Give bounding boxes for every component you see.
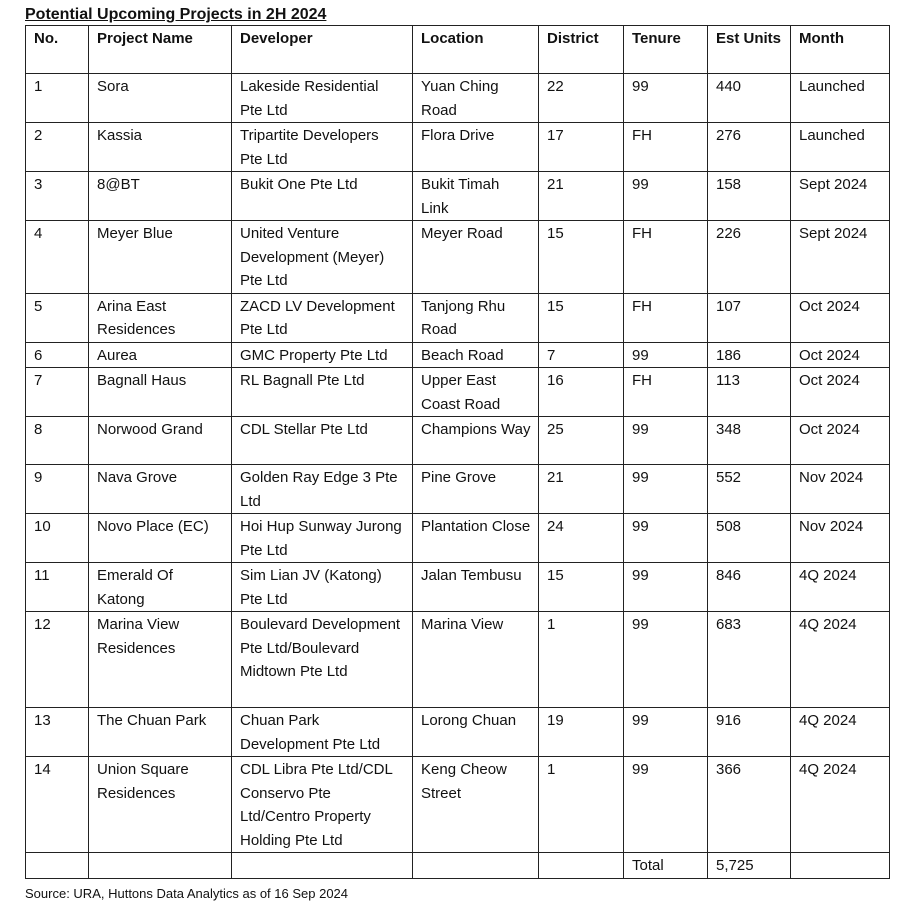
cell-location: Keng Cheow Street xyxy=(413,757,539,853)
table-row xyxy=(26,293,890,342)
table-row xyxy=(26,221,890,294)
total-label: Total xyxy=(624,853,708,879)
cell-no: 5 xyxy=(26,293,89,342)
cell-district: 21 xyxy=(539,465,624,514)
table-row xyxy=(26,757,890,853)
header-location: Location xyxy=(413,26,539,74)
cell-developer: Lakeside Residential Pte Ltd xyxy=(232,74,413,123)
cell-month: Oct 2024 xyxy=(791,293,890,342)
cell-developer: Tripartite Developers Pte Ltd xyxy=(232,123,413,172)
table-row xyxy=(26,342,890,368)
cell-project-name: Meyer Blue xyxy=(89,221,232,294)
cell-tenure: 99 xyxy=(624,612,708,708)
cell-est-units: 158 xyxy=(708,172,791,221)
cell-no: 6 xyxy=(26,342,89,368)
cell-location: Bukit Timah Link xyxy=(413,172,539,221)
cell-est-units: 113 xyxy=(708,368,791,417)
cell-district: 1 xyxy=(539,757,624,853)
cell-est-units: 366 xyxy=(708,757,791,853)
cell-est-units: 508 xyxy=(708,514,791,563)
cell-month: Nov 2024 xyxy=(791,514,890,563)
total-empty-cell xyxy=(791,853,890,879)
cell-month: Nov 2024 xyxy=(791,465,890,514)
header-district: District xyxy=(539,26,624,74)
projects-table xyxy=(25,25,890,879)
cell-month: 4Q 2024 xyxy=(791,612,890,708)
cell-no: 3 xyxy=(26,172,89,221)
cell-developer: GMC Property Pte Ltd xyxy=(232,342,413,368)
cell-tenure: 99 xyxy=(624,172,708,221)
cell-district: 16 xyxy=(539,368,624,417)
header-est-units: Est Units xyxy=(708,26,791,74)
cell-developer: Boulevard Development Pte Ltd/Boulevard Midtown Pte Ltd xyxy=(232,612,413,708)
table-row xyxy=(26,417,890,465)
table-row xyxy=(26,172,890,221)
cell-tenure: 99 xyxy=(624,417,708,465)
table-row xyxy=(26,123,890,172)
cell-est-units: 186 xyxy=(708,342,791,368)
cell-developer: Sim Lian JV (Katong) Pte Ltd xyxy=(232,563,413,612)
cell-no: 7 xyxy=(26,368,89,417)
cell-est-units: 916 xyxy=(708,708,791,757)
cell-location: Plantation Close xyxy=(413,514,539,563)
cell-district: 21 xyxy=(539,172,624,221)
cell-month: Oct 2024 xyxy=(791,417,890,465)
cell-project-name: Bagnall Haus xyxy=(89,368,232,417)
cell-location: Pine Grove xyxy=(413,465,539,514)
cell-est-units: 846 xyxy=(708,563,791,612)
cell-est-units: 440 xyxy=(708,74,791,123)
cell-project-name: Arina East Residences xyxy=(89,293,232,342)
total-empty-cell xyxy=(539,853,624,879)
cell-developer: Bukit One Pte Ltd xyxy=(232,172,413,221)
cell-location: Meyer Road xyxy=(413,221,539,294)
cell-developer: Hoi Hup Sunway Jurong Pte Ltd xyxy=(232,514,413,563)
cell-project-name: Norwood Grand xyxy=(89,417,232,465)
header-no: No. xyxy=(26,26,89,74)
table-row xyxy=(26,465,890,514)
cell-no: 2 xyxy=(26,123,89,172)
cell-project-name: Novo Place (EC) xyxy=(89,514,232,563)
cell-no: 9 xyxy=(26,465,89,514)
cell-month: Launched xyxy=(791,123,890,172)
total-units: 5,725 xyxy=(708,853,791,879)
cell-tenure: FH xyxy=(624,123,708,172)
cell-no: 14 xyxy=(26,757,89,853)
cell-location: Yuan Ching Road xyxy=(413,74,539,123)
cell-no: 10 xyxy=(26,514,89,563)
cell-project-name: Union Square Residences xyxy=(89,757,232,853)
cell-tenure: 99 xyxy=(624,342,708,368)
cell-month: Sept 2024 xyxy=(791,172,890,221)
cell-location: Beach Road xyxy=(413,342,539,368)
cell-district: 24 xyxy=(539,514,624,563)
table-row xyxy=(26,514,890,563)
cell-no: 11 xyxy=(26,563,89,612)
cell-tenure: 99 xyxy=(624,74,708,123)
source-note: Source: URA, Huttons Data Analytics as of 16 Sep 2024 xyxy=(25,886,349,901)
total-empty-cell xyxy=(413,853,539,879)
cell-developer: CDL Libra Pte Ltd/CDL Conservo Pte Ltd/Centro Property Holding Pte Ltd xyxy=(232,757,413,853)
cell-month: Oct 2024 xyxy=(791,368,890,417)
table-row xyxy=(26,368,890,417)
cell-district: 15 xyxy=(539,221,624,294)
cell-district: 7 xyxy=(539,342,624,368)
cell-developer: ZACD LV Development Pte Ltd xyxy=(232,293,413,342)
cell-est-units: 683 xyxy=(708,612,791,708)
cell-month: Sept 2024 xyxy=(791,221,890,294)
header-tenure: Tenure xyxy=(624,26,708,74)
page-title: Potential Upcoming Projects in 2H 2024 xyxy=(25,6,327,23)
cell-district: 1 xyxy=(539,612,624,708)
cell-no: 4 xyxy=(26,221,89,294)
cell-tenure: 99 xyxy=(624,465,708,514)
cell-project-name: The Chuan Park xyxy=(89,708,232,757)
cell-location: Lorong Chuan xyxy=(413,708,539,757)
cell-tenure: FH xyxy=(624,221,708,294)
cell-district: 17 xyxy=(539,123,624,172)
cell-tenure: 99 xyxy=(624,708,708,757)
cell-no: 1 xyxy=(26,74,89,123)
cell-est-units: 226 xyxy=(708,221,791,294)
cell-month: 4Q 2024 xyxy=(791,708,890,757)
cell-est-units: 552 xyxy=(708,465,791,514)
cell-district: 15 xyxy=(539,563,624,612)
total-row xyxy=(26,853,890,879)
cell-project-name: Aurea xyxy=(89,342,232,368)
cell-month: 4Q 2024 xyxy=(791,757,890,853)
cell-developer: CDL Stellar Pte Ltd xyxy=(232,417,413,465)
cell-project-name: Kassia xyxy=(89,123,232,172)
header-month: Month xyxy=(791,26,890,74)
cell-location: Jalan Tembusu xyxy=(413,563,539,612)
cell-project-name: Nava Grove xyxy=(89,465,232,514)
cell-est-units: 276 xyxy=(708,123,791,172)
total-empty-cell xyxy=(89,853,232,879)
header-project-name: Project Name xyxy=(89,26,232,74)
table-row xyxy=(26,708,890,757)
cell-no: 8 xyxy=(26,417,89,465)
cell-project-name: Emerald Of Katong xyxy=(89,563,232,612)
cell-developer: United Venture Development (Meyer) Pte Ltd xyxy=(232,221,413,294)
cell-est-units: 348 xyxy=(708,417,791,465)
table-row xyxy=(26,563,890,612)
cell-district: 15 xyxy=(539,293,624,342)
cell-location: Flora Drive xyxy=(413,123,539,172)
cell-developer: RL Bagnall Pte Ltd xyxy=(232,368,413,417)
cell-tenure: 99 xyxy=(624,757,708,853)
cell-project-name: Sora xyxy=(89,74,232,123)
cell-tenure: 99 xyxy=(624,514,708,563)
cell-month: Launched xyxy=(791,74,890,123)
cell-est-units: 107 xyxy=(708,293,791,342)
cell-location: Marina View xyxy=(413,612,539,708)
cell-district: 22 xyxy=(539,74,624,123)
cell-project-name: 8@BT xyxy=(89,172,232,221)
cell-developer: Chuan Park Development Pte Ltd xyxy=(232,708,413,757)
cell-tenure: FH xyxy=(624,293,708,342)
cell-month: Oct 2024 xyxy=(791,342,890,368)
header-developer: Developer xyxy=(232,26,413,74)
cell-tenure: 99 xyxy=(624,563,708,612)
cell-no: 13 xyxy=(26,708,89,757)
cell-district: 19 xyxy=(539,708,624,757)
cell-location: Upper East Coast Road xyxy=(413,368,539,417)
cell-location: Tanjong Rhu Road xyxy=(413,293,539,342)
cell-no: 12 xyxy=(26,612,89,708)
total-empty-cell xyxy=(232,853,413,879)
cell-month: 4Q 2024 xyxy=(791,563,890,612)
table-row xyxy=(26,612,890,708)
cell-project-name: Marina View Residences xyxy=(89,612,232,708)
cell-district: 25 xyxy=(539,417,624,465)
cell-developer: Golden Ray Edge 3 Pte Ltd xyxy=(232,465,413,514)
header-row xyxy=(26,26,890,74)
table-row xyxy=(26,74,890,123)
cell-location: Champions Way xyxy=(413,417,539,465)
total-empty-cell xyxy=(26,853,89,879)
cell-tenure: FH xyxy=(624,368,708,417)
